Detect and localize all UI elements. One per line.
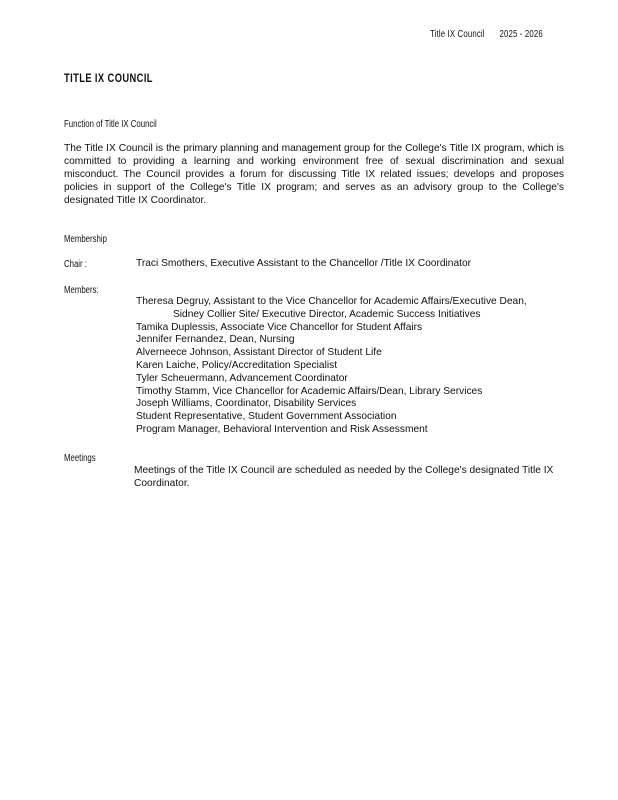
- meetings-paragraph: Meetings of the Title IX Council are scheduled as needed by the College's designated Title IX Coordinator.: [134, 465, 554, 489]
- member-item: Timothy Stamm, Vice Chancellor for Academic Affairs/Dean, Library Services: [136, 385, 483, 397]
- member-item: [136, 309, 576, 322]
- member-item: Theresa Degruy, Assistant to the Vice Chancellor for Academic Affairs/Executive Dean,: [136, 296, 527, 307]
- member-item: Student Representative, Student Government Association: [136, 411, 397, 423]
- header-title: Title IX Council: [430, 29, 485, 40]
- document-title: TITLE IX COUNCIL: [64, 71, 153, 85]
- function-heading: Function of Title IX Council: [64, 119, 157, 130]
- member-item: Jennifer Fernandez, Dean, Nursing: [136, 334, 295, 346]
- running-header: [430, 29, 555, 40]
- member-item: Program Manager, Behavioral Intervention and Risk Assessment: [136, 423, 428, 435]
- member-item: Joseph Williams, Coordinator, Disability Services: [136, 398, 357, 410]
- chair-label: Chair :: [64, 259, 87, 270]
- members-label: Members:: [64, 285, 99, 296]
- member-item: Alverneece Johnson, Assistant Director of Student Life: [136, 347, 382, 359]
- member-item: Tyler Scheuermann, Advancement Coordinator: [136, 372, 348, 384]
- function-paragraph: The Title IX Council is the primary planning and management group for the College's Title IX program, which is committed to providing a learning and working environment free of sexual discrimination and sexual misconduct. The Council provides a forum for discussing Title IX related issues; develops and proposes policies in support of the College's Title IX program; and serves as an advisory group to the College's designated Title IX Coordinator.: [64, 143, 564, 206]
- members-list: [136, 296, 576, 437]
- membership-heading: Membership: [64, 234, 107, 245]
- member-item: Tamika Duplessis, Associate Vice Chancellor for Student Affairs: [136, 321, 423, 333]
- meetings-heading: Meetings: [64, 453, 96, 464]
- member-item: Karen Laiche, Policy/Accreditation Specialist: [136, 359, 338, 371]
- member-item-continuation: Sidney Collier Site/ Executive Director, Academic Success Initiatives: [173, 308, 481, 320]
- header-years: 2025 - 2026: [499, 29, 543, 40]
- chair-value: Traci Smothers, Executive Assistant to the Chancellor /Title IX Coordinator: [136, 258, 472, 269]
